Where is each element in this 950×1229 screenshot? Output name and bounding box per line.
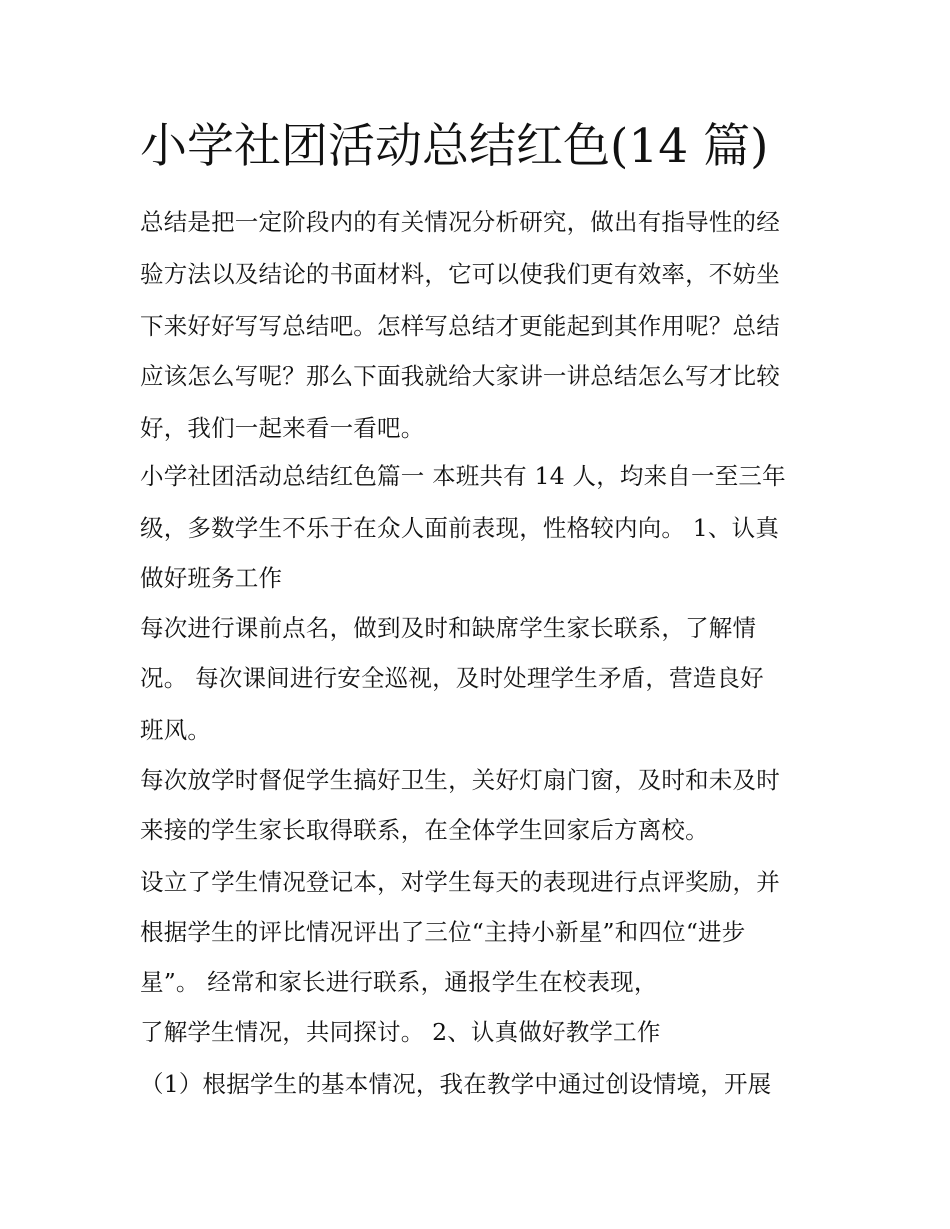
body-line: 来接的学生家长取得联系，在全体学生回家后方离校。 [140,816,709,844]
body-line: 星”。 经常和家长进行联系，通报学生在校表现， [140,968,658,996]
body-line: 做好班务工作 [140,564,283,592]
body-line: 下来好好写写总结吧。怎样写总结才更能起到其作用呢？总结 [140,312,780,340]
body-line: 验方法以及结论的书面材料，它可以使我们更有效率，不妨坐 [140,260,780,288]
document-title: 小学社团活动总结红色(14 篇) [140,119,769,174]
body-line: 级，多数学生不乐于在众人面前表现，性格较内向。 1、认真 [140,514,780,542]
body-line: 每次放学时督促学生搞好卫生，关好灯扇门窗，及时和未及时 [140,766,780,794]
body-line: 了解学生情况，共同探讨。 2、认真做好教学工作 [140,1018,661,1046]
body-line: 设立了学生情况登记本，对学生每天的表现进行点评奖励，并 [140,868,780,896]
body-line: 每次进行课前点名，做到及时和缺席学生家长联系，了解情 [140,614,757,642]
body-line: 况。 每次课间进行安全巡视，及时处理学生矛盾，营造良好 [140,664,764,692]
body-line: 班风。 [140,716,212,744]
body-line: 应该怎么写呢？那么下面我就给大家讲一讲总结怎么写才比较 [140,362,780,390]
body-line: （1）根据学生的基本情况，我在教学中通过创设情境，开展 [140,1070,772,1098]
body-line: 小学社团活动总结红色篇一 本班共有 14 人，均来自一至三年 [140,462,786,490]
body-line: 根据学生的评比情况评出了三位“主持小新星”和四位“进步 [140,918,746,946]
body-line: 好，我们一起来看一看吧。 [140,414,425,442]
body-line: 总结是把一定阶段内的有关情况分析研究，做出有指导性的经 [140,208,780,236]
